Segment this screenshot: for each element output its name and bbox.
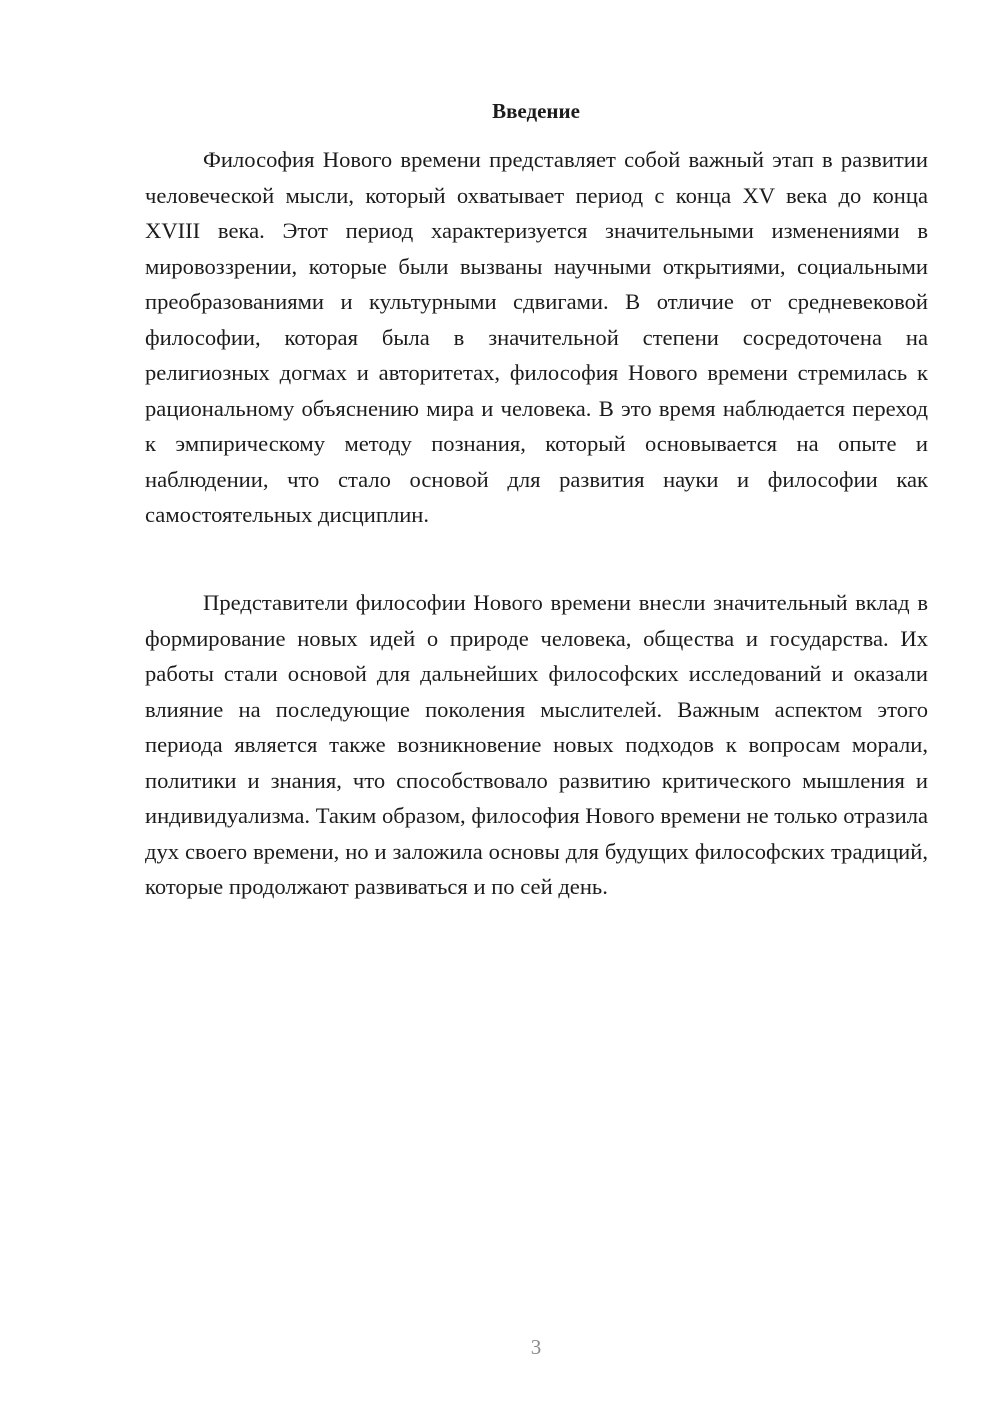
section-heading: Введение [492,99,580,123]
page-number: 3 [530,1335,542,1359]
body-paragraph-1: Философия Нового времени представляет собой важный этап в развитии человеческой мысли, который охватывает период с конца XV века до конца XVIII века. Этот период характеризуется значительными изменениями в мировоззрении, которые были вызваны научными открытиями, социальными преобразованиями и культурными сдвигами. В отличие от средневековой философии, которая была в значительной степени сосредоточена на религиозных догмах и авторитетах, философия Нового времени стремилась к рациональному объяснению мира и человека. В это время наблюдается переход к эмпирическому методу познания, который основывается на опыте и наблюдении, что стало основой для развития науки и философии как самостоятельных дисциплин. [145,147,928,527]
body-paragraph-2: Представители философии Нового времени внесли значительный вклад в формирование новых идей о природе человека, общества и государства. Их работы стали основой для дальнейших философских исследований и оказали влияние на последующие поколения мыслителей. Важным аспектом этого периода является также возникновение новых подходов к вопросам морали, политики и знания, что способствовало развитию критического мышления и индивидуализма. Таким образом, философия Нового времени не только отразила дух своего времени, но и заложила основы для будущих философских традиций, которые продолжают развиваться и по сей день. [145,590,929,899]
